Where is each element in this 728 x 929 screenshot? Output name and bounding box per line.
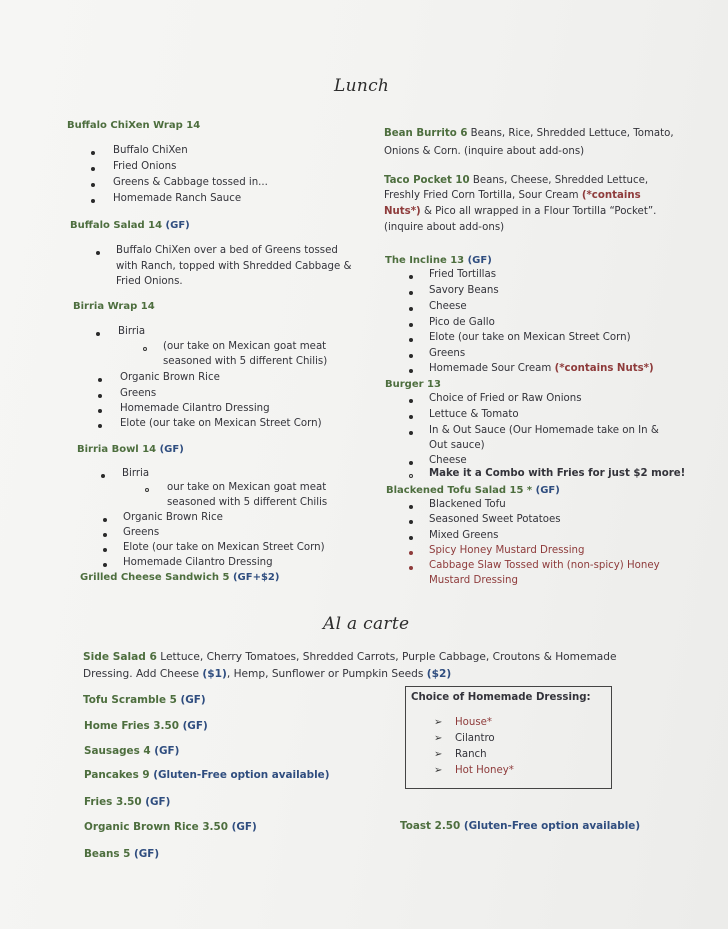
side-salad-line-1 <box>83 651 617 663</box>
buffalo-salad-heading <box>70 220 190 231</box>
circle-bullet-icon <box>143 347 147 351</box>
list-item: Organic Brown Rice <box>123 512 223 523</box>
fries <box>84 796 170 808</box>
bullet-icon <box>409 520 413 524</box>
list-item: Homemade Cilantro Dressing <box>120 403 270 414</box>
side-salad-name: Side Salad 6 <box>83 651 157 663</box>
taco-pocket-line-3 <box>384 206 656 217</box>
bullet-icon <box>98 424 102 428</box>
incline-heading <box>385 255 492 266</box>
tofu-salad-name: Blackened Tofu Salad 15 * <box>386 485 536 496</box>
gf-tag: (GF+$2) <box>232 572 280 583</box>
list-item: Seasoned Sweet Potatoes <box>429 514 561 525</box>
list-item: Organic Brown Rice <box>120 372 220 383</box>
birria-bowl-birria: Birria <box>122 468 150 479</box>
list-item: Greens <box>429 348 466 359</box>
gf-tag: (GF) <box>145 796 171 808</box>
bullet-icon <box>91 167 95 171</box>
grilled-cheese-heading <box>80 572 279 583</box>
bullet-icon <box>98 378 102 382</box>
brown-rice <box>84 821 257 833</box>
list-item: Homemade Cilantro Dressing <box>123 557 273 568</box>
allergen-note: (*contains Nuts*) <box>554 363 654 374</box>
price-tag: ($2) <box>426 668 452 680</box>
birria-bowl-sub-1: our take on Mexican goat meat <box>167 482 327 493</box>
bullet-icon <box>409 338 413 342</box>
birria-wrap-sub-1: (our take on Mexican goat meat <box>163 341 327 352</box>
bullet-icon <box>91 183 95 187</box>
bean-burrito-line-1 <box>384 128 674 139</box>
taco-pocket-line-4: (inquire about add-ons) <box>384 222 505 233</box>
list-item: Choice of Fried or Raw Onions <box>429 393 582 404</box>
item-name: Fries 3.50 <box>84 796 146 808</box>
circle-bullet-icon <box>145 488 149 492</box>
bullet-icon <box>96 251 100 255</box>
gf-tag: (GF) <box>535 485 560 496</box>
lunch-title: Lunch <box>334 76 390 96</box>
gf-tag: (GF) <box>180 694 206 706</box>
bullet-icon <box>98 394 102 398</box>
list-item: In & Out Sauce (Our Homemade take on In & <box>429 425 659 436</box>
dressing-box-title: Choice of Homemade Dressing: <box>411 692 591 703</box>
side-salad-add-c: , Hemp, Sunflower or Pumpkin Seeds <box>226 668 427 680</box>
buffalo-salad-name: Buffalo Salad 14 <box>70 220 166 231</box>
taco-pocket-desc-3b: & Pico all wrapped in a Flour Tortilla “Pocket”. <box>420 206 657 217</box>
bullet-icon <box>409 399 413 403</box>
birria-bowl-name: Birria Bowl 14 <box>77 444 160 455</box>
list-item: Cabbage Slaw Tossed with (non-spicy) Honey <box>429 560 660 571</box>
pancakes <box>84 769 329 781</box>
list-item: Pico de Gallo <box>429 317 495 328</box>
allergen-note: Nuts*) <box>384 206 421 217</box>
taco-pocket-desc: Beans, Cheese, Shredded Lettuce, <box>469 175 649 186</box>
taco-pocket-line-1 <box>384 175 648 186</box>
list-item: Greens & Cabbage tossed in... <box>113 177 268 188</box>
list-item: Elote (our take on Mexican Street Corn) <box>123 542 325 553</box>
circle-bullet-icon <box>409 474 413 478</box>
list-item: Fried Tortillas <box>429 269 497 280</box>
gf-tag: (GF) <box>159 444 184 455</box>
bullet-icon <box>91 199 95 203</box>
bullet-icon <box>409 307 413 311</box>
dressing-hot-honey: Hot Honey* <box>455 765 514 776</box>
beans <box>84 848 159 860</box>
bean-burrito-desc: Beans, Rice, Shredded Lettuce, Tomato, <box>467 128 674 139</box>
bullet-icon <box>103 533 107 537</box>
bullet-icon <box>409 551 413 555</box>
item-name: Sausages 4 <box>84 745 155 757</box>
gf-tag: (GF) <box>467 255 492 266</box>
bullet-icon <box>409 275 413 279</box>
gf-tag: (Gluten-Free option available) <box>463 820 641 832</box>
bullet-icon <box>409 461 413 465</box>
birria-bowl-sub-2: seasoned with 5 different Chilis <box>167 497 328 508</box>
gf-tag: (GF) <box>182 720 208 732</box>
bullet-icon <box>409 536 413 540</box>
list-item-cont: Mustard Dressing <box>429 575 518 586</box>
gf-tag: (Gluten-Free option available) <box>153 769 330 781</box>
birria-wrap-sub-2: seasoned with 5 different Chilis) <box>163 356 328 367</box>
arrow-icon: ➢ <box>434 749 443 760</box>
list-item <box>429 363 654 374</box>
dressing-house: House* <box>455 717 493 728</box>
arrow-icon: ➢ <box>434 733 443 744</box>
list-item: Homemade Ranch Sauce <box>113 193 242 204</box>
list-item: Greens <box>123 527 160 538</box>
buffalo-salad-desc-2: with Ranch, topped with Shredded Cabbage & <box>116 261 352 272</box>
item-name: Toast 2.50 <box>400 820 464 832</box>
birria-wrap-birria: Birria <box>118 326 146 337</box>
side-salad-desc: Lettuce, Cherry Tomatoes, Shredded Carrots, Purple Cabbage, Croutons & Homemade <box>156 651 617 663</box>
item-name: Beans 5 <box>84 848 135 860</box>
bullet-icon <box>91 151 95 155</box>
list-item: Cheese <box>429 301 467 312</box>
item-name: Organic Brown Rice 3.50 <box>84 821 232 833</box>
bullet-icon <box>101 474 105 478</box>
list-item: Savory Beans <box>429 285 499 296</box>
bullet-icon <box>98 409 102 413</box>
list-item: Greens <box>120 388 157 399</box>
bullet-icon <box>103 518 107 522</box>
buffalo-salad-desc-1: Buffalo ChiXen over a bed of Greens tossed <box>116 245 338 256</box>
list-item: Elote (our take on Mexican Street Corn) <box>429 332 631 343</box>
combo-offer: Make it a Combo with Fries for just $2 more! <box>429 468 686 479</box>
dressing-ranch: Ranch <box>455 749 487 760</box>
bullet-icon <box>409 291 413 295</box>
alacarte-title: Al a carte <box>323 614 410 634</box>
tofu-scramble <box>83 694 206 706</box>
taco-pocket-name: Taco Pocket 10 <box>384 175 470 186</box>
gf-tag: (GF) <box>154 745 180 757</box>
side-salad-line-2 <box>83 668 451 680</box>
side-salad-add-a: Dressing. Add Cheese <box>83 668 203 680</box>
gf-tag: (GF) <box>165 220 190 231</box>
bullet-icon <box>409 415 413 419</box>
bean-burrito-name: Bean Burrito 6 <box>384 128 468 139</box>
taco-pocket-desc-2a: Freshly Fried Corn Tortilla, Sour Cream <box>384 190 582 201</box>
bullet-icon <box>409 566 413 570</box>
list-item: Mixed Greens <box>429 530 499 541</box>
list-item: Fried Onions <box>113 161 177 172</box>
buffalo-wrap-heading: Buffalo ChiXen Wrap 14 <box>67 120 201 131</box>
bullet-icon <box>409 323 413 327</box>
item-name: Tofu Scramble 5 <box>83 694 181 706</box>
buffalo-salad-desc-3: Fried Onions. <box>116 276 183 287</box>
list-item: Cheese <box>429 455 467 466</box>
item-name: Pancakes 9 <box>84 769 154 781</box>
bullet-icon <box>409 505 413 509</box>
burger-heading: Burger 13 <box>385 379 441 390</box>
allergen-note: (*contains <box>581 190 641 201</box>
arrow-icon: ➢ <box>434 765 443 776</box>
arrow-icon: ➢ <box>434 717 443 728</box>
sour-cream-label: Homemade Sour Cream <box>429 363 555 374</box>
bullet-icon <box>103 548 107 552</box>
list-item: Lettuce & Tomato <box>429 409 519 420</box>
burger-sauce-cont: Out sauce) <box>429 440 485 451</box>
toast <box>400 820 640 832</box>
gf-tag: (GF) <box>231 821 257 833</box>
tofu-salad-heading <box>386 485 560 496</box>
list-item: Elote (our take on Mexican Street Corn) <box>120 418 322 429</box>
home-fries <box>84 720 208 732</box>
incline-name: The Incline 13 <box>385 255 468 266</box>
list-item: Spicy Honey Mustard Dressing <box>429 545 585 556</box>
price-tag: ($1) <box>202 668 227 680</box>
dressing-cilantro: Cilantro <box>455 733 495 744</box>
gf-tag: (GF) <box>134 848 160 860</box>
bullet-icon <box>103 563 107 567</box>
taco-pocket-line-2 <box>384 190 641 201</box>
birria-wrap-heading: Birria Wrap 14 <box>73 301 155 312</box>
bullet-icon <box>409 354 413 358</box>
grilled-cheese-name: Grilled Cheese Sandwich 5 <box>80 572 233 583</box>
list-item: Buffalo ChiXen <box>113 145 188 156</box>
birria-bowl-heading <box>77 444 184 455</box>
bullet-icon <box>409 431 413 435</box>
list-item: Blackened Tofu <box>429 499 506 510</box>
sausages <box>84 745 179 757</box>
bullet-icon <box>96 332 100 336</box>
item-name: Home Fries 3.50 <box>84 720 183 732</box>
bean-burrito-line-2: Onions & Corn. (inquire about add-ons) <box>384 146 585 157</box>
bullet-icon <box>409 369 413 373</box>
